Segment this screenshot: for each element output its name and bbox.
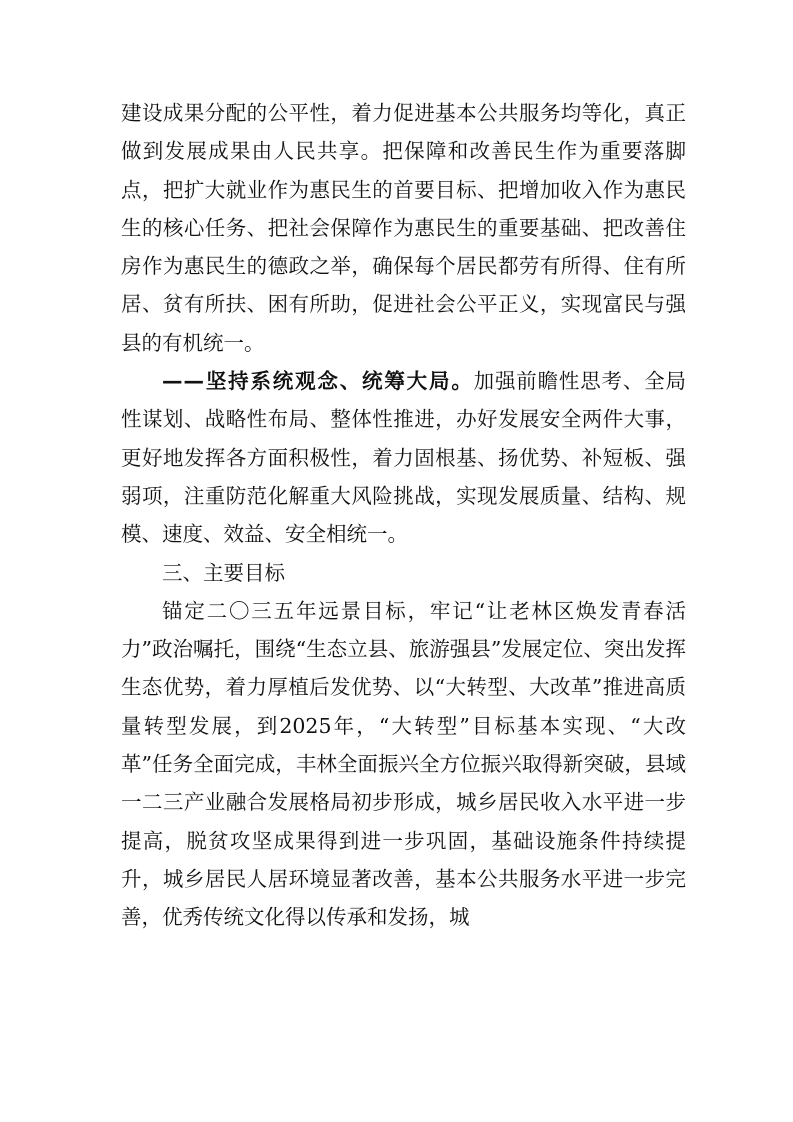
paragraph-system-view [121,362,686,553]
paragraph-body: 加强前瞻性思考、全局性谋划、战略性布局、整体性推进，办好发展安全两件大事，更好地发挥各方面积极性，着力固根基、扬优势、补短板、强弱项，注重防范化解重大风险挑战，实现发展质量、结构、规模、速度、效益、安全相统一。 [121,369,687,547]
paragraph-main-goals: 锚定二〇三五年远景目标，牢记“让老林区焕发青春活力”政治嘱托，围绕“生态立县、旅游强县”发展定位、突出发挥生态优势，着力厚植后发优势、以“大转型、大改革”推进高质量转型发展，到2025年，“大转型”目标基本实现、“大改革”任务全面完成，丰林全面振兴全方位振兴取得新突破，县域一二三产业融合发展格局初步形成，城乡居民收入水平进一步提高，脱贫攻坚成果得到进一步巩固，基础设施条件持续提升，城乡居民人居环境显著改善，基本公共服务水平进一步完善，优秀传统文化得以传承和发扬，城 [121,598,686,930]
paragraph-lead-bold: ——坚持系统观念、统筹大局。 [162,369,474,394]
document-body [121,94,686,937]
section-heading: 三、主要目标 [162,560,285,585]
paragraph-equity: 建设成果分配的公平性，着力促进基本公共服务均等化，真正做到发展成果由人民共享。把保障和改善民生作为重要落脚点，把扩大就业作为惠民生的首要目标、把增加收入作为惠民生的核心任务、把社会保障作为惠民生的重要基础、把改善住房作为惠民生的德政之举，确保每个居民都劳有所得、住有所居、贫有所扶、困有所助，促进社会公平正义，实现富民与强县的有机统一。 [121,101,686,355]
